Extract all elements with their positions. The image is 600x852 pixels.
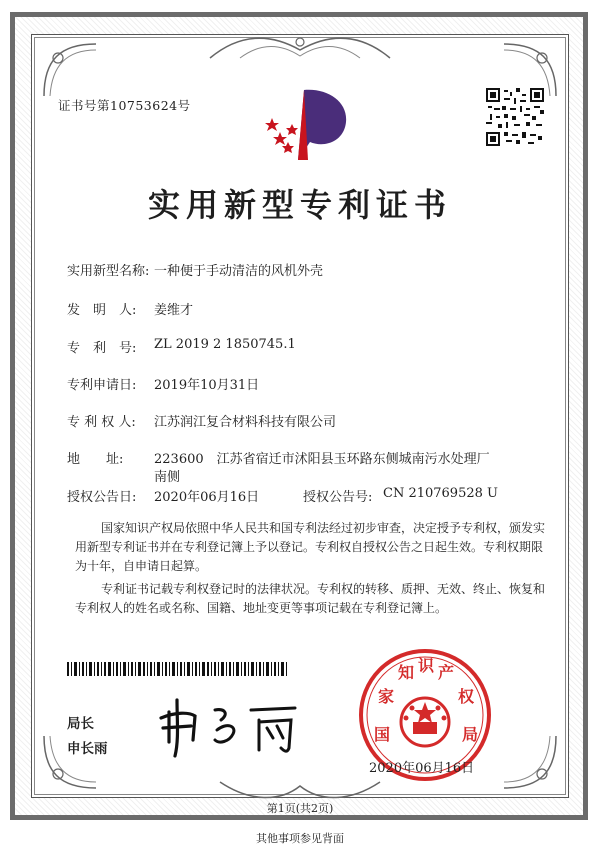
address-line-1: 223600 江苏省宿迁市沭阳县玉环路东侧城南污水处理厂 bbox=[154, 452, 490, 467]
seal-date: 2020年06月16日 bbox=[369, 761, 475, 776]
certificate-paragraph-1: 国家知识产权局依照中华人民共和国专利法经过初步审查，决定授予专利权，颁发实用新型专利证书并在专利登记簿上予以登记。专利权自授权公告之日起生效。专利权期限为十年，自申请日起算。 bbox=[75, 521, 546, 573]
patent-number-value: ZL 2019 2 1850745.1 bbox=[154, 337, 296, 352]
svg-text:权: 权 bbox=[458, 687, 475, 706]
barcode-icon bbox=[67, 662, 287, 676]
svg-text:家: 家 bbox=[378, 687, 395, 706]
application-date-label: 专利申请日: bbox=[67, 378, 137, 393]
grant-date-label: 授权公告日: bbox=[67, 490, 137, 505]
grant-date-value: 2020年06月16日 bbox=[154, 490, 260, 505]
svg-text:国: 国 bbox=[374, 725, 391, 744]
top-ornament-icon bbox=[200, 28, 400, 68]
grant-number-label: 授权公告号: bbox=[303, 490, 373, 505]
national-emblem-icon bbox=[401, 698, 449, 746]
corner-ornament-icon bbox=[40, 40, 100, 100]
svg-text:局: 局 bbox=[462, 725, 479, 744]
qr-code-icon bbox=[486, 88, 544, 146]
inventor-label: 发 明 人: bbox=[67, 303, 137, 318]
cnipa-logo-icon bbox=[258, 84, 358, 166]
patentee-value: 江苏润江复合材料科技有限公司 bbox=[154, 415, 337, 430]
svg-text:知: 知 bbox=[398, 663, 415, 682]
patentee-label: 专 利 权 人: bbox=[67, 415, 136, 430]
utility-model-name-value: 一种便于手动清洁的风机外壳 bbox=[154, 264, 324, 279]
director-title-label: 局长 bbox=[67, 716, 94, 732]
page-indicator: 第1页(共2页) bbox=[266, 802, 334, 815]
grant-number-value: CN 210769528 U bbox=[383, 486, 498, 501]
certificate-serial: 证书号第10753624号 bbox=[58, 98, 191, 113]
corner-ornament-icon bbox=[500, 732, 560, 792]
utility-model-name-label: 实用新型名称: bbox=[67, 264, 150, 279]
inventor-value: 姜维才 bbox=[154, 303, 194, 318]
handwritten-signature bbox=[155, 690, 305, 760]
svg-text:产: 产 bbox=[438, 663, 455, 682]
address-label: 地 址: bbox=[67, 452, 124, 467]
certificate-title: 实用新型专利证书 bbox=[147, 186, 452, 224]
footer-note: 其他事项参见背面 bbox=[256, 832, 344, 845]
svg-text:识: 识 bbox=[418, 656, 435, 675]
director-name-label: 申长雨 bbox=[67, 741, 108, 757]
application-date-value: 2019年10月31日 bbox=[154, 378, 260, 393]
certificate-paragraph-2: 专利证书记载专利权登记时的法律状况。专利权的转移、质押、无效、终止、恢复和专利权人的姓名或名称、国籍、地址变更等事项记载在专利登记簿上。 bbox=[75, 582, 546, 615]
address-line-2: 南侧 bbox=[154, 470, 181, 485]
patent-number-label: 专 利 号: bbox=[67, 341, 137, 356]
